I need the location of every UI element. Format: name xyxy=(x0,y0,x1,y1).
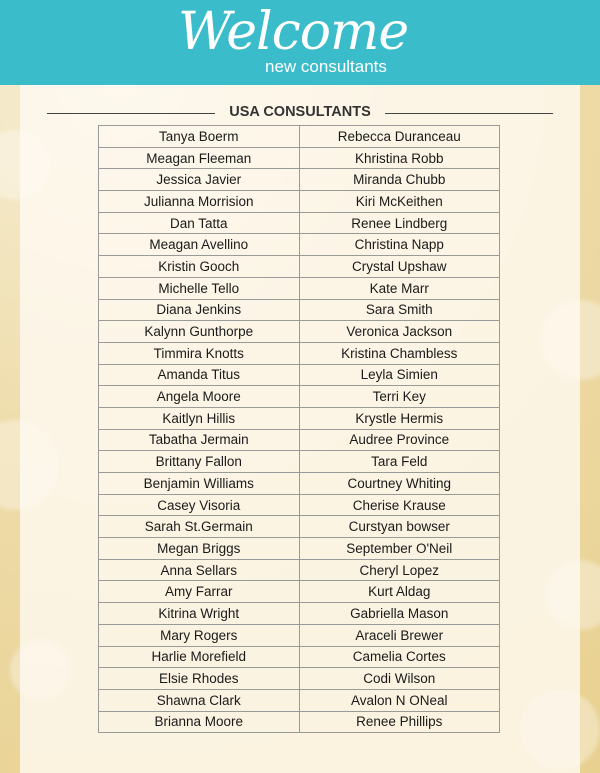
consultant-name-left: Kitrina Wright xyxy=(99,603,300,625)
consultant-name-right: Krystle Hermis xyxy=(299,407,500,429)
consultant-name-left: Benjamin Williams xyxy=(99,473,300,495)
consultant-name-left: Amy Farrar xyxy=(99,581,300,603)
consultant-name-right: Kate Marr xyxy=(299,277,500,299)
consultant-name-left: Brianna Moore xyxy=(99,711,300,733)
table-row xyxy=(99,299,500,321)
consultant-name-left: Dan Tatta xyxy=(99,212,300,234)
table-row xyxy=(99,126,500,148)
consultant-name-left: Anna Sellars xyxy=(99,559,300,581)
consultant-name-right: Leyla Simien xyxy=(299,364,500,386)
consultant-name-right: Gabriella Mason xyxy=(299,603,500,625)
table-row xyxy=(99,646,500,668)
consultant-name-right: Kurt Aldag xyxy=(299,581,500,603)
table-row xyxy=(99,689,500,711)
table-row xyxy=(99,603,500,625)
consultant-name-right: Miranda Chubb xyxy=(299,169,500,191)
consultant-name-left: Michelle Tello xyxy=(99,277,300,299)
consultant-name-right: Avalon N ONeal xyxy=(299,689,500,711)
consultant-name-left: Megan Briggs xyxy=(99,538,300,560)
table-row xyxy=(99,451,500,473)
consultant-name-left: Kristin Gooch xyxy=(99,256,300,278)
consultant-name-left: Sarah St.Germain xyxy=(99,516,300,538)
consultant-name-right: Terri Key xyxy=(299,386,500,408)
table-row xyxy=(99,668,500,690)
consultant-name-right: Kristina Chambless xyxy=(299,342,500,364)
consultant-name-right: Sara Smith xyxy=(299,299,500,321)
table-row xyxy=(99,256,500,278)
consultant-name-left: Jessica Javier xyxy=(99,169,300,191)
table-row xyxy=(99,191,500,213)
consultant-name-right: Tara Feld xyxy=(299,451,500,473)
table-row xyxy=(99,711,500,733)
consultant-name-right: Rebecca Duranceau xyxy=(299,126,500,148)
table-row xyxy=(99,516,500,538)
consultant-name-left: Kalynn Gunthorpe xyxy=(99,321,300,343)
table-row xyxy=(99,494,500,516)
consultant-name-right: Veronica Jackson xyxy=(299,321,500,343)
consultant-name-right: Audree Province xyxy=(299,429,500,451)
table-row xyxy=(99,429,500,451)
header-subtitle: new consultants xyxy=(265,57,387,76)
consultant-name-left: Meagan Avellino xyxy=(99,234,300,256)
section-rule-right xyxy=(385,113,553,114)
consultant-name-right: Araceli Brewer xyxy=(299,624,500,646)
consultant-name-left: Brittany Fallon xyxy=(99,451,300,473)
section-header xyxy=(0,104,600,124)
table-row xyxy=(99,538,500,560)
consultant-name-left: Julianna Morrision xyxy=(99,191,300,213)
table-row xyxy=(99,473,500,495)
consultant-name-right: Curstyan bowser xyxy=(299,516,500,538)
table-row xyxy=(99,169,500,191)
consultant-name-left: Timmira Knotts xyxy=(99,342,300,364)
consultant-name-left: Elsie Rhodes xyxy=(99,668,300,690)
consultant-name-left: Tanya Boerm xyxy=(99,126,300,148)
consultant-name-left: Amanda Titus xyxy=(99,364,300,386)
consultant-name-right: Courtney Whiting xyxy=(299,473,500,495)
consultant-name-right: Crystal Upshaw xyxy=(299,256,500,278)
section-title: USA CONSULTANTS xyxy=(229,104,371,120)
consultant-name-right: Camelia Cortes xyxy=(299,646,500,668)
table-row xyxy=(99,407,500,429)
table-row xyxy=(99,342,500,364)
consultant-name-left: Mary Rogers xyxy=(99,624,300,646)
consultant-name-right: Codi Wilson xyxy=(299,668,500,690)
header-banner xyxy=(0,0,600,85)
table-row xyxy=(99,624,500,646)
table-row xyxy=(99,277,500,299)
table-row xyxy=(99,212,500,234)
consultant-name-left: Tabatha Jermain xyxy=(99,429,300,451)
consultant-name-left: Harlie Morefield xyxy=(99,646,300,668)
consultant-name-left: Angela Moore xyxy=(99,386,300,408)
consultant-name-left: Casey Visoria xyxy=(99,494,300,516)
consultant-name-left: Kaitlyn Hillis xyxy=(99,407,300,429)
table-row xyxy=(99,234,500,256)
table-row xyxy=(99,559,500,581)
table-row xyxy=(99,321,500,343)
consultant-name-right: Christina Napp xyxy=(299,234,500,256)
consultant-name-right: Khristina Robb xyxy=(299,147,500,169)
consultant-name-left: Shawna Clark xyxy=(99,689,300,711)
consultant-name-right: Cherise Krause xyxy=(299,494,500,516)
consultants-table xyxy=(98,125,500,733)
consultant-name-right: Renee Phillips xyxy=(299,711,500,733)
consultant-name-right: Renee Lindberg xyxy=(299,212,500,234)
consultant-name-right: Kiri McKeithen xyxy=(299,191,500,213)
header-title: Welcome xyxy=(178,2,409,62)
consultant-name-right: September O'Neil xyxy=(299,538,500,560)
consultant-name-left: Meagan Fleeman xyxy=(99,147,300,169)
consultant-name-left: Diana Jenkins xyxy=(99,299,300,321)
table-row xyxy=(99,581,500,603)
table-row xyxy=(99,386,500,408)
table-row xyxy=(99,364,500,386)
table-row xyxy=(99,147,500,169)
consultant-name-right: Cheryl Lopez xyxy=(299,559,500,581)
